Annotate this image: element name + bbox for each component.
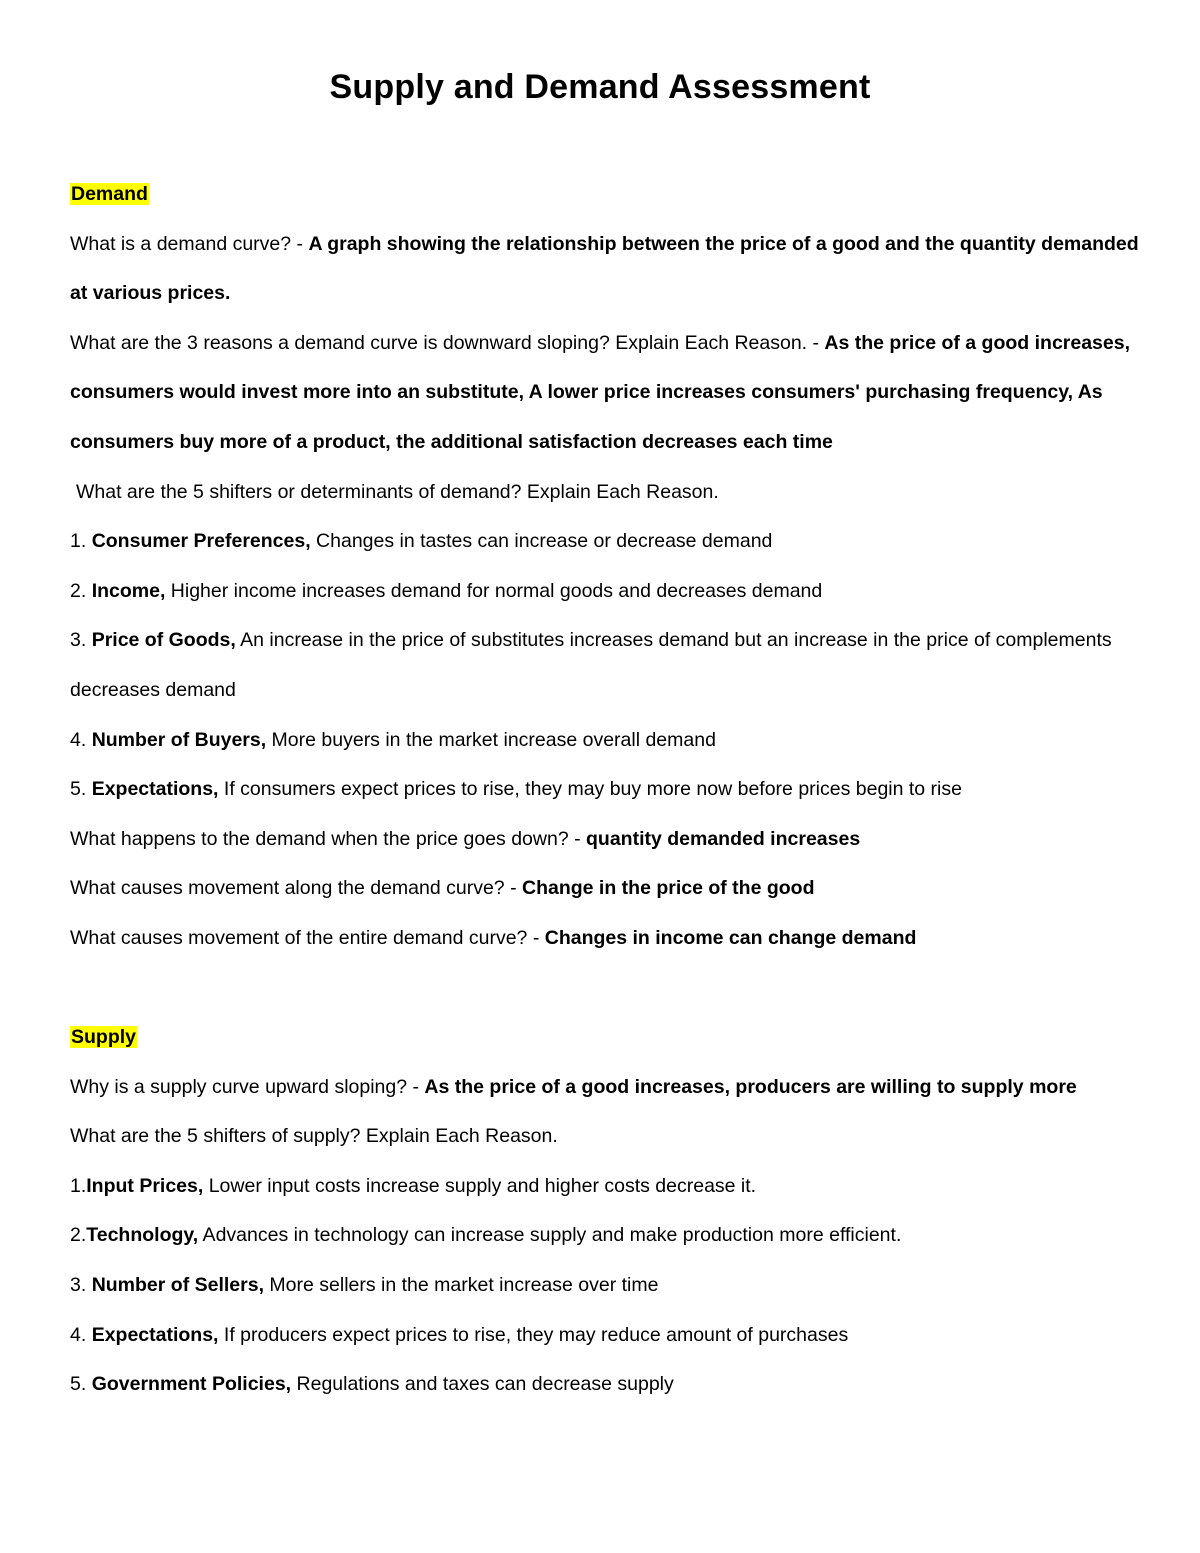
demand-shifter-5 xyxy=(70,765,1140,815)
question-text: What is a demand curve? - xyxy=(70,232,309,255)
question-text: What are the 3 reasons a demand curve is downward sloping? Explain Each Reason. - xyxy=(70,331,825,354)
shifter-desc: More buyers in the market increase overall demand xyxy=(266,728,716,751)
supply-question-1 xyxy=(70,1063,1140,1113)
supply-heading-line xyxy=(70,1013,1140,1063)
demand-heading-line xyxy=(70,170,1140,220)
answer-text: quantity demanded increases xyxy=(586,827,861,850)
list-number: 5. xyxy=(70,1373,92,1396)
shifter-name: Technology, xyxy=(86,1224,199,1247)
shifter-desc: Higher income increases demand for normal goods and decreases demand xyxy=(165,579,823,602)
question-text: What causes movement of the entire demand curve? - xyxy=(70,926,545,949)
shifter-name: Government Policies, xyxy=(91,1373,292,1396)
shifter-name: Price of Goods, xyxy=(91,629,236,652)
list-number: 5. xyxy=(70,778,92,801)
answer-text: As the price of a good increases, producers are willing to supply more xyxy=(424,1075,1077,1098)
list-number: 3. xyxy=(70,1274,92,1297)
answer-text: As the price of a good increases, consumers would invest more into an substitute, A lower price increases consumers' purchasing frequency, As consumers buy more of a product, the additional satisfaction decreases each time xyxy=(70,331,1131,453)
list-number: 1. xyxy=(70,530,92,553)
demand-question-3: What are the 5 shifters or determinants of demand? Explain Each Reason. xyxy=(76,480,719,503)
question-text: What causes movement along the demand curve? - xyxy=(70,877,522,900)
document-body xyxy=(70,170,1140,1410)
list-number: 4. xyxy=(70,728,92,751)
list-number: 2. xyxy=(70,579,92,602)
demand-question-5 xyxy=(70,864,1140,914)
shifter-name: Input Prices, xyxy=(86,1174,204,1197)
shifter-desc: Lower input costs increase supply and higher costs decrease it. xyxy=(203,1174,757,1197)
shifter-name: Expectations, xyxy=(91,1323,219,1346)
supply-shifter-3 xyxy=(70,1261,1140,1311)
section-spacer xyxy=(70,964,1140,1014)
shifter-desc: If producers expect prices to rise, they may reduce amount of purchases xyxy=(218,1323,849,1346)
demand-question-2 xyxy=(70,319,1140,468)
question-text: Why is a supply curve upward sloping? - xyxy=(70,1075,425,1098)
demand-shifter-4 xyxy=(70,716,1140,766)
demand-shifter-3 xyxy=(70,616,1140,715)
supply-shifter-1 xyxy=(70,1162,1140,1212)
answer-text: A graph showing the relationship between the price of a good and the quantity demanded at various prices. xyxy=(70,232,1139,305)
supply-shifter-5 xyxy=(70,1360,1140,1410)
page-title: Supply and Demand Assessment xyxy=(329,68,871,106)
shifter-desc: If consumers expect prices to rise, they may buy more now before prices begin to rise xyxy=(218,778,962,801)
shifter-name: Number of Sellers, xyxy=(91,1274,264,1297)
shifter-desc: More sellers in the market increase over time xyxy=(264,1274,659,1297)
supply-question-2: What are the 5 shifters of supply? Explain Each Reason. xyxy=(70,1125,558,1148)
demand-question-1 xyxy=(70,220,1140,319)
supply-shifter-4 xyxy=(70,1311,1140,1361)
list-number: 4. xyxy=(70,1323,92,1346)
demand-question-4 xyxy=(70,815,1140,865)
list-number: 3. xyxy=(70,629,92,652)
shifter-desc: Changes in tastes can increase or decrease demand xyxy=(310,530,773,553)
answer-text: Change in the price of the good xyxy=(522,877,815,900)
shifter-name: Consumer Preferences, xyxy=(91,530,311,553)
shifter-name: Expectations, xyxy=(91,778,219,801)
demand-shifter-1 xyxy=(70,517,1140,567)
supply-heading: Supply xyxy=(71,1026,137,1049)
list-number: 2. xyxy=(70,1224,87,1247)
demand-shifter-2 xyxy=(70,567,1140,617)
answer-text: Changes in income can change demand xyxy=(544,926,917,949)
shifter-name: Income, xyxy=(91,579,166,602)
shifter-name: Number of Buyers, xyxy=(91,728,267,751)
demand-heading: Demand xyxy=(71,183,148,205)
shifter-desc: Advances in technology can increase supply and make production more efficient. xyxy=(198,1224,902,1247)
shifter-desc: Regulations and taxes can decrease supply xyxy=(291,1373,674,1396)
list-number: 1. xyxy=(70,1174,87,1197)
question-text: What happens to the demand when the price goes down? - xyxy=(70,827,586,850)
shifter-desc: An increase in the price of substitutes increases demand but an increase in the price of complements decreases demand xyxy=(70,629,1112,701)
demand-question-6 xyxy=(70,914,1140,964)
supply-shifter-2 xyxy=(70,1211,1140,1261)
